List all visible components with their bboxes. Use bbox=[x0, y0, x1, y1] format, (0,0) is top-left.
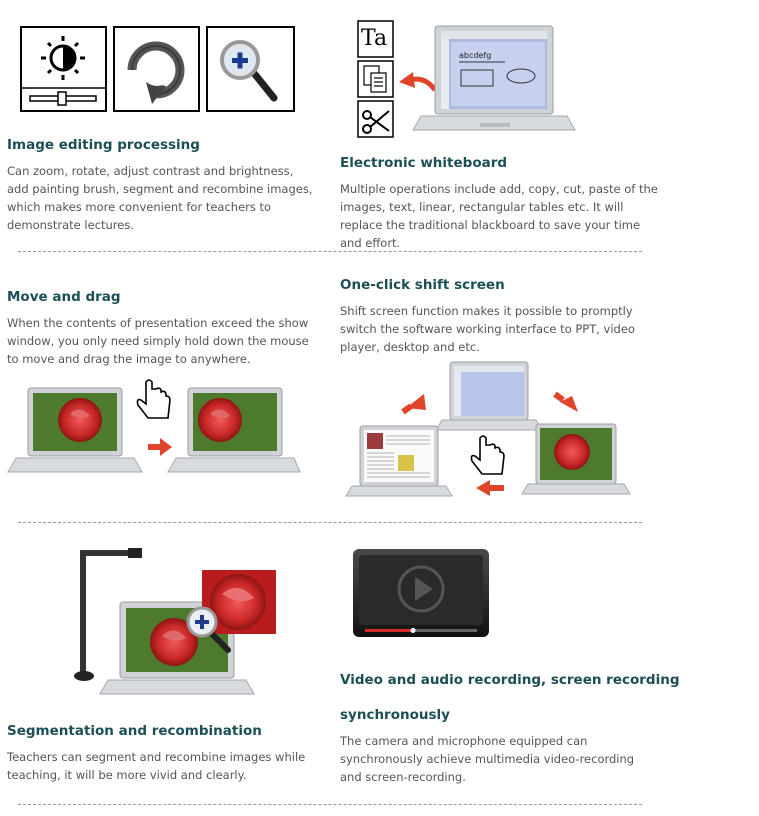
section-title-segmentation: Segmentation and recombination bbox=[7, 723, 262, 739]
section-title-video-recording: Video and audio recording, screen recording bbox=[340, 672, 680, 688]
section-text-image-editing: Can zoom, rotate, adjust contrast and brightness, add painting brush, segment and recombine images, which makes more convenient for teachers to demonstrate lectures. bbox=[7, 164, 313, 232]
screen-sample-text: abcdefg bbox=[459, 51, 492, 60]
image-editing-illustration bbox=[20, 26, 296, 112]
text-icon: Ta bbox=[361, 26, 388, 51]
section-text-segmentation: Teachers can segment and recombine images while teaching, it will be more vivid and clearly. bbox=[7, 750, 306, 782]
divider bbox=[18, 251, 642, 252]
whiteboard-illustration bbox=[355, 18, 587, 140]
section-text-video-recording: The camera and microphone equipped can synchronously achieve multimedia video-recording and screen-recording. bbox=[340, 734, 635, 784]
section-title-image-editing: Image editing processing bbox=[7, 137, 200, 153]
section-title-move-drag: Move and drag bbox=[7, 289, 121, 305]
section-text-whiteboard: Multiple operations include add, copy, cut, paste of the images, text, linear, rectangular tables etc. It will replace the traditional blackboard to save your time and effort. bbox=[340, 182, 658, 250]
section-text-move-drag: When the contents of presentation exceed the show window, you only need simply hold down the mouse to move and drag the image to anywhere. bbox=[7, 316, 309, 366]
move-drag-illustration bbox=[8, 370, 300, 478]
section-text-shift-screen: Shift screen function makes it possible to promptly switch the software working interface to PPT, video player, desktop and etc. bbox=[340, 304, 635, 354]
video-player-illustration bbox=[343, 543, 499, 647]
section-title-shift-screen: One-click shift screen bbox=[340, 277, 505, 293]
section-title-whiteboard: Electronic whiteboard bbox=[340, 155, 508, 171]
divider bbox=[18, 804, 642, 805]
segmentation-illustration bbox=[62, 544, 282, 704]
shift-screen-illustration bbox=[346, 360, 636, 498]
section-title-video-recording-line2: synchronously bbox=[340, 707, 450, 723]
divider bbox=[18, 522, 642, 523]
hand-cursor-icon bbox=[137, 380, 170, 418]
hand-cursor-icon bbox=[471, 436, 504, 474]
